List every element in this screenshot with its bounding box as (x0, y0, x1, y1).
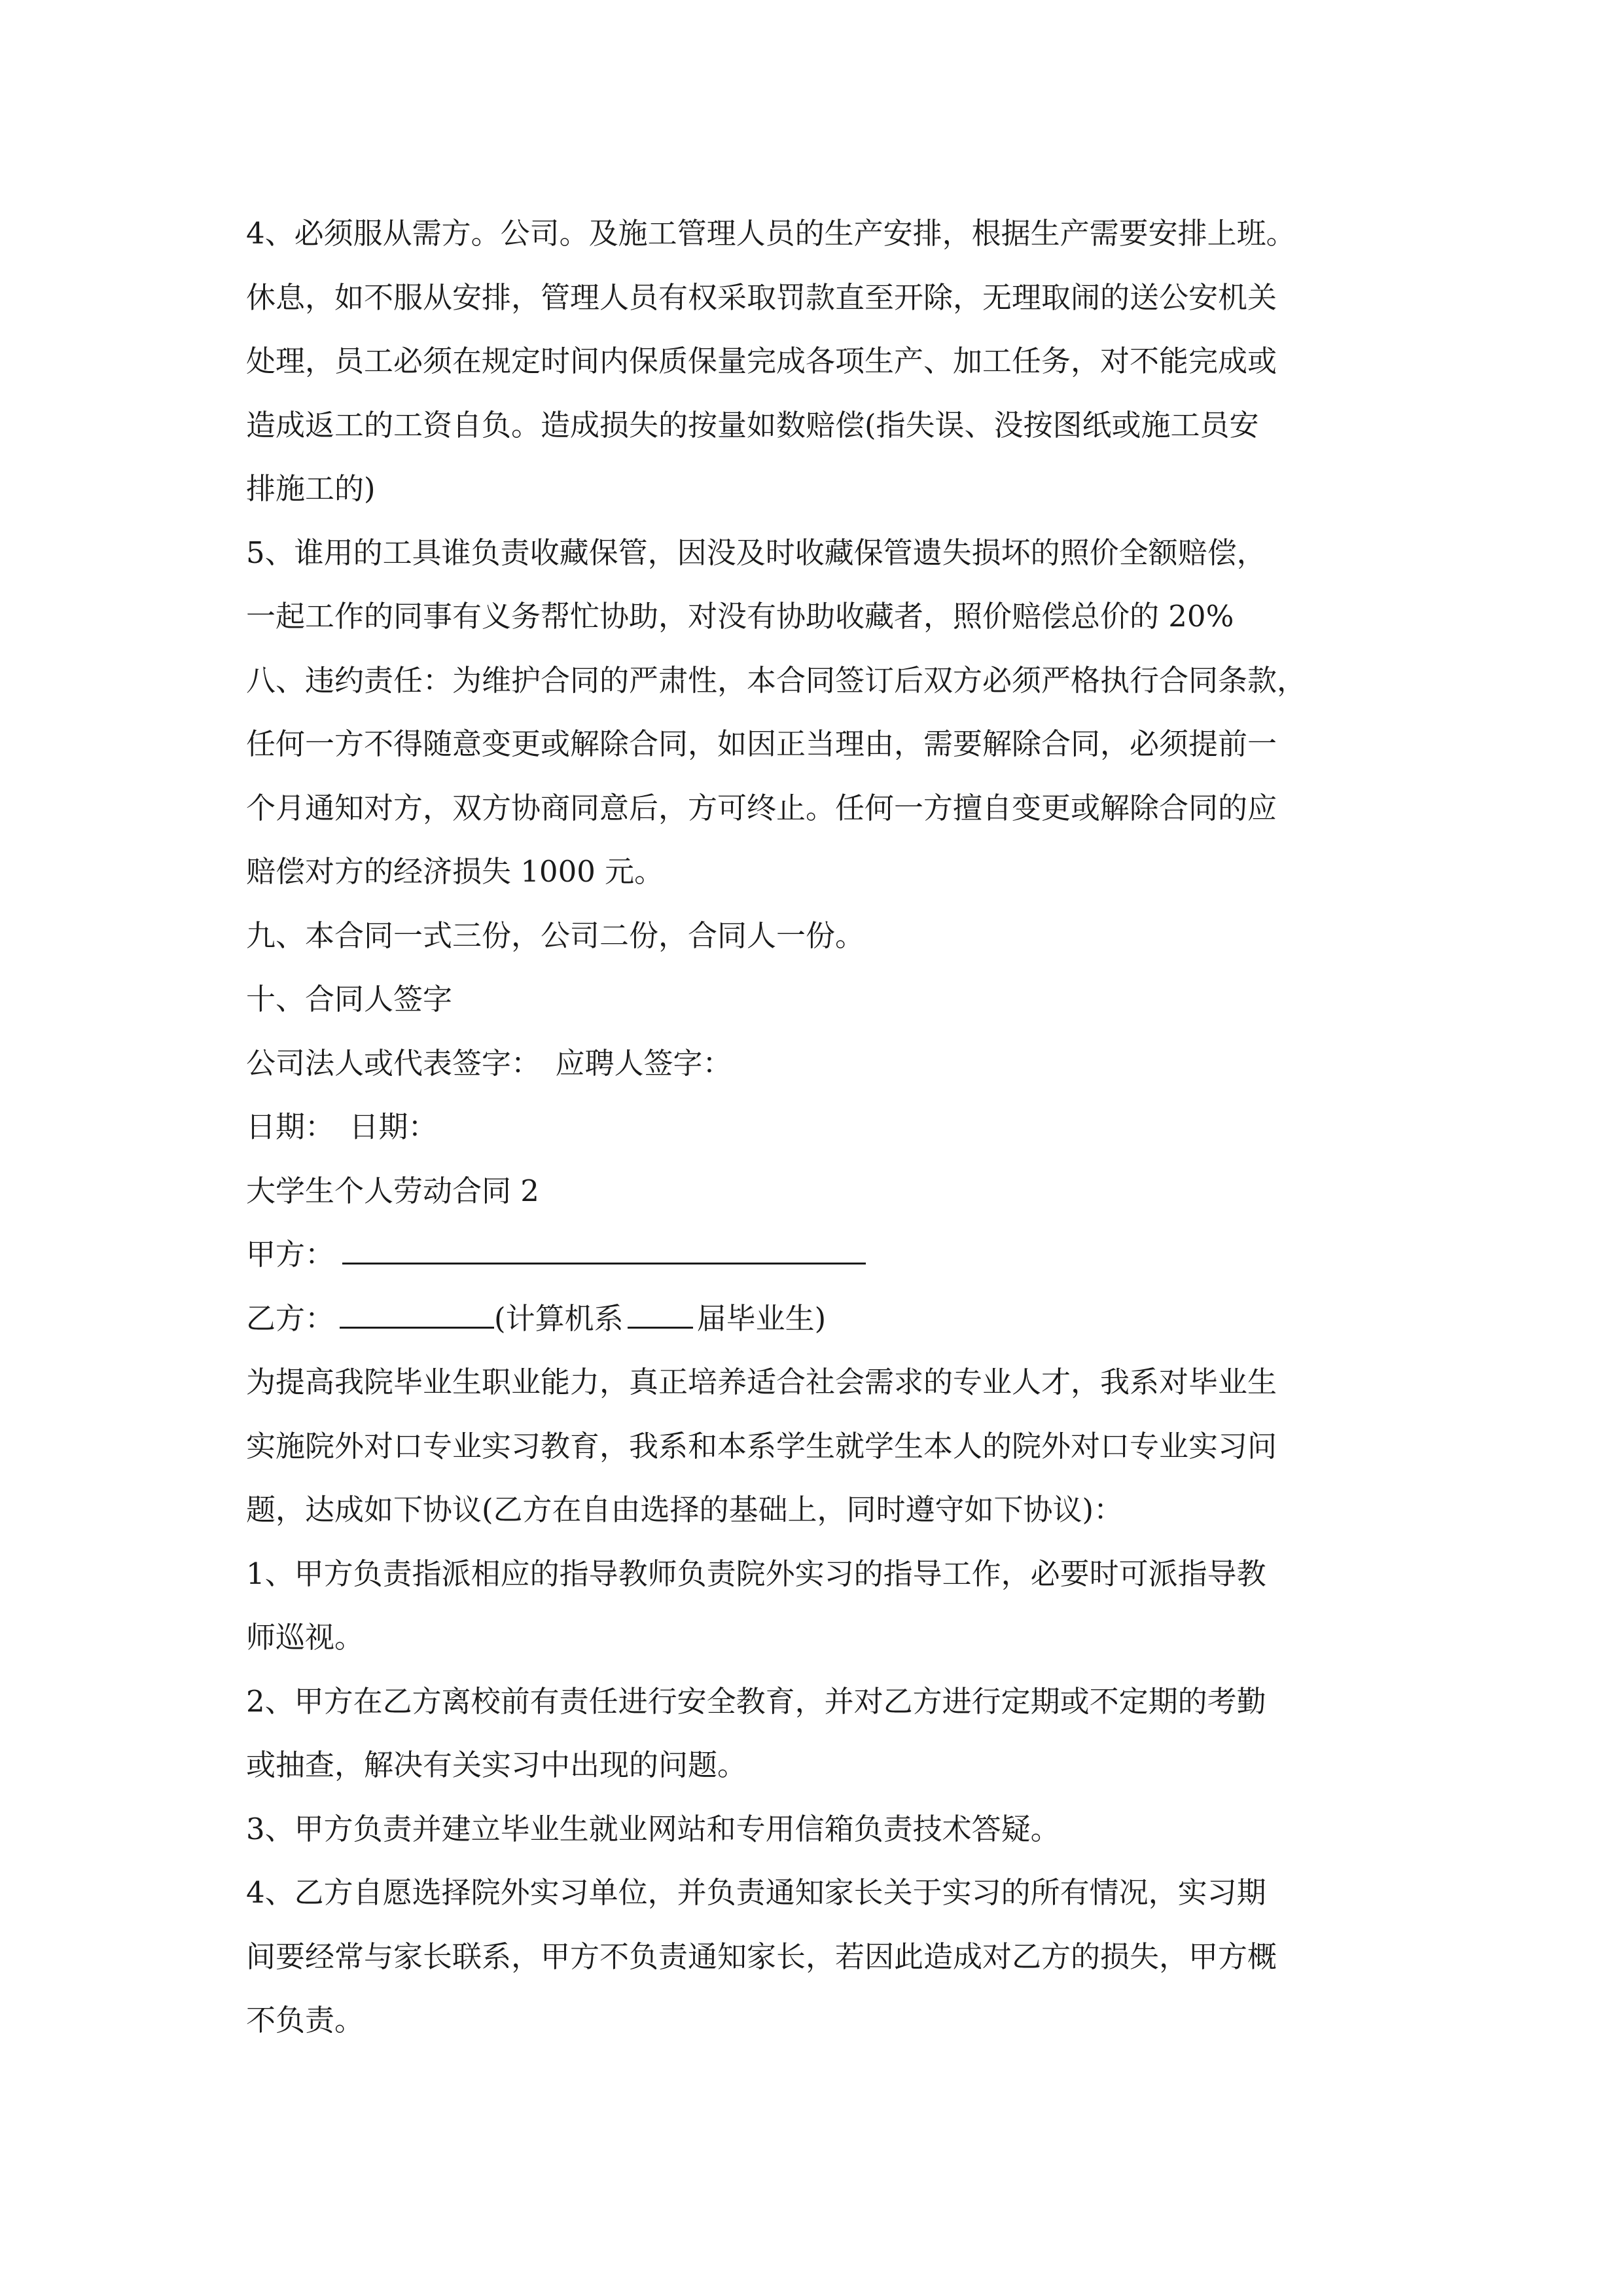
party-b-blank (340, 1300, 494, 1329)
document-body (246, 202, 1385, 2053)
text-line: 间要经常与家长联系，甲方不负责通知家长，若因此造成对乙方的损失，甲方概 (246, 1939, 1277, 1974)
text-line: 2、甲方在乙方离校前有责任进行安全教育，并对乙方进行定期或不定期的考勤 (246, 1683, 1266, 1719)
text-line: 为提高我院毕业生职业能力，真正培养适合社会需求的专业人才，我系对毕业生 (246, 1365, 1277, 1399)
party-b-dept-prefix: (计算机系 (494, 1300, 624, 1336)
party-b-label: 乙方： (246, 1300, 335, 1336)
text-line: 实施院外对口专业实习教育，我系和本系学生就学生本人的院外对口专业实习问 (246, 1428, 1277, 1463)
party-a-label: 甲方： (246, 1237, 335, 1272)
signature-line: 公司法人或代表签字： 应聘人签字： (246, 1045, 732, 1081)
text-line: 处理，员工必须在规定时间内保质保量完成各项生产、加工任务，对不能完成或 (246, 344, 1277, 378)
party-a-line (246, 1223, 1385, 1287)
text-line: 个月通知对方，双方协商同意后，方可终止。任何一方擅自变更或解除合同的应 (246, 790, 1277, 825)
text-line: 造成返工的工资自负。造成损失的按量如数赔偿(指失误、没按图纸或施工员安 (246, 407, 1259, 442)
section-title: 大学生个人劳动合同 2 (246, 1173, 539, 1208)
date-line: 日期： 日期： (246, 1109, 438, 1144)
text-line: 休息，如不服从安排，管理人员有权采取罚款直至开除，无理取闹的送公安机关 (246, 279, 1277, 315)
text-line: 1、甲方负责指派相应的指导教师负责院外实习的指导工作，必要时可派指导教 (246, 1556, 1266, 1591)
text-line: 任何一方不得随意变更或解除合同，如因正当理由，需要解除合同，必须提前一 (246, 726, 1277, 761)
text-line: 题，达成如下协议(乙方在自由选择的基础上，同时遵守如下协议)： (246, 1492, 1124, 1527)
text-line: 九、本合同一式三份，公司二份，合同人一份。 (246, 918, 865, 953)
party-b-dept-suffix: 届毕业生) (696, 1300, 827, 1336)
party-b-line (246, 1287, 1385, 1351)
text-line: 八、违约责任：为维护合同的严肃性，本合同签订后双方必须严格执行合同条款， (246, 662, 1307, 698)
text-line: 赔偿对方的经济损失 1000 元。 (246, 854, 664, 889)
party-a-blank (342, 1236, 866, 1265)
text-line: 排施工的) (246, 471, 376, 506)
text-line: 不负责。 (246, 2003, 365, 2037)
text-line: 3、甲方负责并建立毕业生就业网站和专用信箱负责技术答疑。 (246, 1811, 1060, 1846)
text-line: 一起工作的同事有义务帮忙协助，对没有协助收藏者，照价赔偿总价的 20% (246, 599, 1234, 634)
text-line: 或抽查，解决有关实习中出现的问题。 (246, 1748, 747, 1782)
text-line: 4、必须服从需方。公司。及施工管理人员的生产安排，根据生产需要安排上班。 (246, 216, 1296, 251)
graduation-year-blank (628, 1300, 693, 1329)
text-line: 4、乙方自愿选择院外实习单位，并负责通知家长关于实习的所有情况，实习期 (246, 1875, 1266, 1910)
text-line: 十、合同人签字 (246, 982, 453, 1016)
text-line: 师巡视。 (246, 1620, 365, 1655)
text-line: 5、谁用的工具谁负责收藏保管，因没及时收藏保管遗失损坏的照价全额赔偿， (246, 535, 1266, 570)
